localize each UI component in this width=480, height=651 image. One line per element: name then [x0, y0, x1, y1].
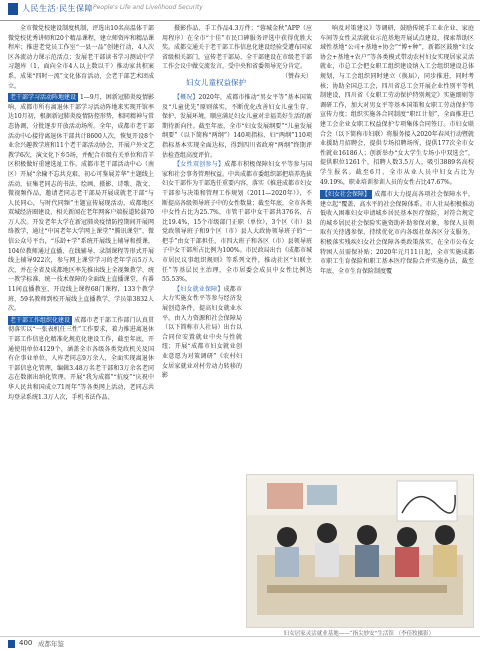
- section-heading: 【妇女社会保障】: [322, 191, 371, 199]
- page-number: 400: [19, 639, 33, 647]
- footer-color-block: [8, 640, 15, 648]
- paragraph: [162, 285, 242, 381]
- section-heading: 老干部学习活动阵地建设: [10, 94, 77, 102]
- news-photo: [246, 474, 474, 628]
- paragraph-text: 成都市大力提高各项社会保障水平，建立起“覆盖、高水平的社会保障体系。市人社局积极推动低收入困难妇女申请城乡居民基本医疗保险，对符合规定的城乡居民社会保险实施资助补助参保对象，参保人员领取有关待遇参保，持续优化市内各级社保各区分支服务，积极落实残疾妇女社会保障各类政策落实，在全市公布女特困人员需保补贴；2020年元月11日起，全市实施成都市职工生育保险和职工基本医疗保险合并实施办法，截至年底，全市生育保险制度覆: [320, 191, 474, 275]
- photo-credit: （李佳牧摄影）: [395, 631, 435, 637]
- paragraph: 响及对策建议》等调研，鼓励传统手工业企业、家庭车间等女性灵活就业示范基地开展试点建设，探索帮助区域性基地“公司+基地+协会”“博+种”，新都区鼓励“妇女协会+基地+农户”等各类模式带动农村妇女实现居家灵活就业，市总工会把女职工组织建设纳入工会组织建设总体规划，与工会组织同时建立（换届），同步推进，同时考核；协助全国总工会，四川省总工会开展企业性别平等机制建设，四川省《女职工劳动保护特别规定》实施细则等调研工作，加大对男女平等基本国策和女职工劳动保护等宣传力度；组织实施各合同制度“职红计划”，全面推进已建工会企业女职工权益保护专项集体合同签订。市妇女联合会（以下简称市妇联）将服务接入2020年春风行动暨就业援助月招聘会，提供专场招聘场所，提供177次全市女性就业16186人；创新举办“女大学生专场小中双选会”，提供职位1261个，招聘人数3.5万人，吸引3889名高校学生报名。截至6月，全市从业人员中妇女占比为49.19%，职业培训参训人员的女性占比47.67%。: [320, 25, 474, 186]
- header-color-block: [8, 3, 18, 15]
- page-header: [0, 0, 480, 21]
- paragraph: [162, 160, 312, 285]
- paragraph: 全市微党校建设制度机制，评选出10名高温体干部微党校优秀讲师和20个精品课程，建立师资库和精品课程库；推进老党员工作室“一县一品”创建行动，4人次区各流动力课示范活点；发展老干部读书学习测试中学习题库（1，面向全市4人以上数以干）推动家共积案系，成果“四时一流”文化体育活动，会老干部艺术团成立。: [8, 25, 154, 90]
- paragraph: [8, 93, 154, 314]
- paragraph-text: 摄影作品、手工作品4.3万件；“蓉城金秋”APP（应用程序）在全市“十佳”市民口碑服务评选中获得优胜大奖。成都交通关于老干部工作信息化建设经验受遭布国家省级相关部门，宣传老干部局、全干部建设在市级老干部工作会议中做交流发言，受中央和省委领导充分肯定。: [162, 25, 312, 71]
- author-credit: （赞春天）: [281, 72, 312, 80]
- section-tag: 【概况】: [174, 93, 199, 101]
- section-tag: 【女性双创参与】: [174, 161, 225, 169]
- article-heading: 妇女儿童权益保护: [185, 77, 246, 87]
- paragraph-text: 成都市大力实施女性平等参与经济发展创造条件，提高妇女就业水平。由人力资源和社会保障局（以下简称市人社局）出台以合同位安置就业中央与性就纽；开展“成都市妇女就业创业意愿为对策调研”《农村妇女居家就业对村劳动力转移的影: [162, 285, 242, 380]
- section-heading: 老干部工作组织化建设: [10, 316, 71, 324]
- page-footer: [0, 636, 480, 651]
- paragraph-text: 2020年，成都市推动“男女平等”基本国策及“儿童优先”原则落实，不断优化改善妇女儿童生存、保护、发展环境，顺应满足妇女儿童对幸福美好生活的新期待新向往。截至年底，全市“妇女发展纲要”“儿童发展纲要”（以下简称“两纲”）140项指标、妇“两纲”110项指标基本实现全面达标，得到四川省政府“两纲”终期评估检查组高度评价。: [162, 93, 312, 159]
- paragraph-text: 成都市积极保障妇女平等参与国家和社会事务管理权益。中共成都市委组织部把培养选拔妇女干部作为干部选任重要内容，落实《推进成都市妇女干部参与决策和管理工作规划（2011—2020年）》，不断提高各级领导班子中的女性数量；截至年底，全市各类中女性占比为25.7%，市管干部中女干部共376名，占比19.4%，15个市级部门正职（单位），3个区（市）县党政领导班子和9个区（市）县人大政协领导班子的“一把手”由女干部担任，市四大班子和各区（市）县领导班子中女干部所占比例为100%。市民政局出台《成都市城市居民议事组织规则》等系列文件，推动社区“妇联主任”等基层民主治理，全市居委会成员中女性比例达55.53%。: [162, 161, 312, 284]
- column-1: [8, 24, 154, 634]
- section-title: 人民生活·民生保障: [22, 4, 94, 13]
- paragraph-text: 1—9月，困新冠肺炎疫情影响，成都市所有离退休干部学习活动阵地来实现开馆率达10月初，根据新冠肺炎疫情防控形势，相同精神与常态协调，分批逐步开放活动场所。全年，成都市老干部活动中心接待离退休干部共计8600人次，恢复开设8个业余兴趣教学班和11个老干部活动协会，开展户外文艺教学6次，演文化下乡5场，并配合市级有关单位和青羊区积极做好重建选址工作。成都市老干部活动中心（南区）开展“余输不忘共克艰，初心可鉴展芳华”主题线上活动，征集老同志的书法、绘画、摄影、诗歌、散文、微视频作品，邀请老同志老干部局开展成就老干部“与人民同心，与时代同频”主题宣传展现活动，成都地区双城经济圈建设，相关新闻在老年网客户端报道转载70万人次。开发老年大学在新冠肺炎疫情防控期间开展网络教学，通过“中国老年大学网上课堂”“腾讯课堂”、微信公众号平台，“乐龄+学”系统开展线上辅导和授课，104位教师通过直播、在线辅导、录制课程等形式开展线上辅导922次，参与网上课堂学习的老年学员5万人次，并在全省及成都地区率先推出线上全视频教学、统一教学标准、统一技术保障的全面线上直播课堂，有番11间直播教室，开设线上课程68门课程，133个教学班，59名教师到校开展线上直播教学，学员第3832人次。: [8, 94, 154, 313]
- caption-text: 妇女居家灵活就业基地——“指尖妙安”生活馆: [283, 631, 394, 637]
- paragraph-text: 成都市老干部工作部门认真贯彻落实以“一张表机任三性”工作要求，着力推进离退休干部工作信息化精准化规范化建设工作，截至年底，开通使用单位4129个，涵盖全市各级各类党政机关及国有企事业单位，人库老同志9万余人，全面实现离退休干部信息化管理，编辑3.48万名老干部和3万余名老同志在数据出纳化管理。开展“我为成都”“抗疫”“庆祝中华人民共和国成立71周年”等各类网上活动，老同志共均登录系统1.3万人次，手机书法作品、: [8, 316, 154, 401]
- section-tag: 【妇女就业保障】: [174, 285, 224, 293]
- paragraph: [320, 190, 474, 276]
- photo-illustration: [247, 475, 473, 627]
- paragraph: [8, 316, 154, 402]
- publication-name: 成都年鉴: [38, 640, 64, 648]
- paragraph: [162, 24, 312, 80]
- section-subtitle: People's Life and Livelihood Security: [93, 4, 203, 11]
- column-3: [320, 24, 474, 469]
- paragraph: [162, 93, 312, 160]
